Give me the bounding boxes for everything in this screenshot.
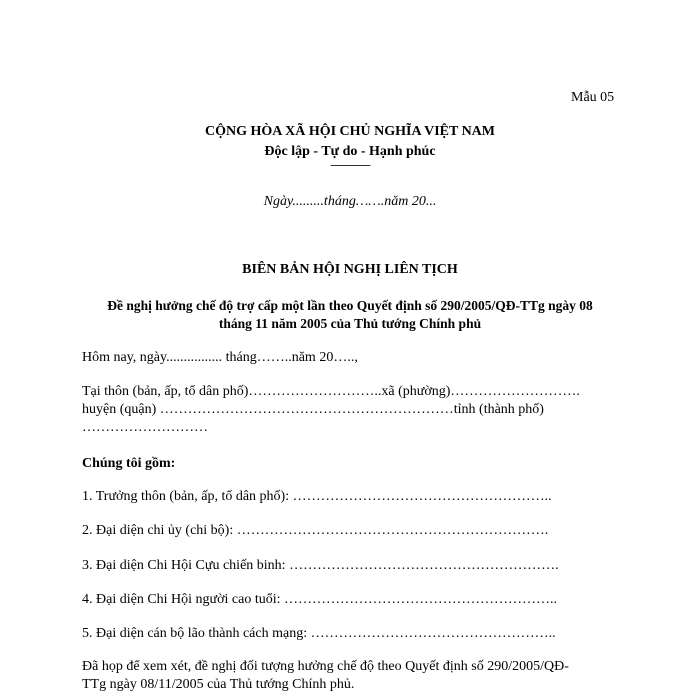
participants-heading: Chúng tôi gồm: <box>82 456 176 471</box>
location-line-3: ……………………… <box>82 420 208 435</box>
date-line: Ngày.........tháng…….năm 20... <box>263 194 437 209</box>
participant-item: 3. Đại diện Chi Hội Cựu chiến binh: …………………………………………………. <box>82 558 559 573</box>
document-title: BIÊN BẢN HỘI NGHỊ LIÊN TỊCH <box>242 262 458 277</box>
participant-item: 5. Đại diện cán bộ lão thành cách mạng: …………………………………………….. <box>82 626 556 641</box>
closing-line-2: TTg ngày 08/11/2005 của Thủ tướng Chính phủ. <box>82 677 355 692</box>
location-line-1: Tại thôn (bản, ấp, tổ dân phố)………………………..xã (phường)………………………. <box>82 384 580 399</box>
document-subtitle-line1: Đề nghị hưởng chế độ trợ cấp một lần theo Quyết định số 290/2005/QĐ-TTg ngày 08 <box>107 298 593 313</box>
participant-item: 2. Đại diện chi ủy (chi bộ): …………………………………………………………. <box>82 523 549 538</box>
participant-item: 4. Đại diện Chi Hội người cao tuổi: ………………………………………………….. <box>82 592 558 607</box>
location-line-2: huyện (quận) ………………………………………………………tỉnh (thành phố) <box>82 402 544 417</box>
form-code: Mẫu 05 <box>571 90 615 105</box>
header-separator: ----------------- <box>330 160 370 171</box>
participant-item: 1. Trưởng thôn (bản, ấp, tổ dân phố): ……………………………………………….. <box>82 489 552 504</box>
document-subtitle-line2: tháng 11 năm 2005 của Thủ tướng Chính phủ <box>218 316 482 331</box>
closing-line-1: Đã họp để xem xét, đề nghị đối tượng hưởng chế độ theo Quyết định số 290/2005/QĐ- <box>82 659 569 674</box>
meeting-date-line: Hôm nay, ngày................ tháng……..năm 20….., <box>82 350 358 365</box>
country-name: CỘNG HÒA XÃ HỘI CHỦ NGHĨA VIỆT NAM <box>204 124 495 139</box>
national-motto: Độc lập - Tự do - Hạnh phúc <box>264 144 436 159</box>
